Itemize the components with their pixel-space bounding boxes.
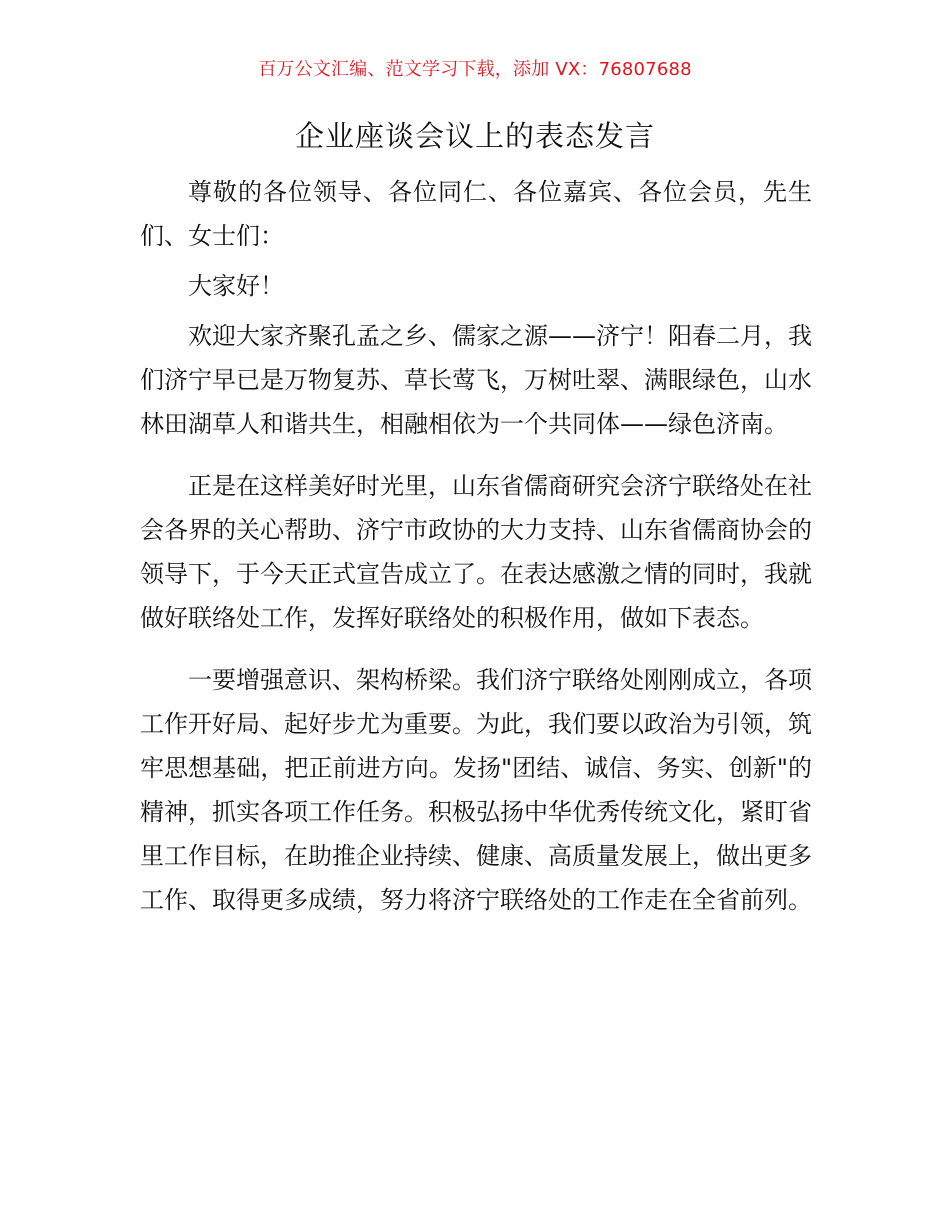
greeting-paragraph: 大家好！ <box>188 272 284 300</box>
salutation-paragraph: 尊敬的各位领导、各位同仁、各位嘉宾、各位会员，先生们、女士们： <box>140 178 812 250</box>
document-body <box>140 170 812 922</box>
document-title: 企业座谈会议上的表态发言 <box>294 119 655 153</box>
welcome-paragraph: 欢迎大家齐聚孔孟之乡、儒家之源——济宁！阳春二月，我们济宁早已是万物复苏、草长莺飞，万树吐翠、满眼绿色，山水林田湖草人和谐共生，相融相依为一个共同体——绿色济南。 <box>140 322 812 438</box>
establishment-paragraph: 正是在这样美好时光里，山东省儒商研究会济宁联络处在社会各界的关心帮助、济宁市政协的大力支持、山东省儒商协会的领导下，于今天正式宣告成立了。在表达感激之情的同时，我就做好联络处工作，发挥好联络处的积极作用，做如下表态。 <box>140 472 812 632</box>
commitment-paragraph: 一要增强意识、架构桥梁。我们济宁联络处刚刚成立，各项工作开好局、起好步尤为重要。为此，我们要以政治为引领，筑牢思想基础，把正前进方向。发扬"团结、诚信、务实、创新"的精神，抓实各项工作任务。积极弘扬中华优秀传统文化，紧盯省里工作目标，在助推企业持续、健康、高质量发展上，做出更多工作、取得更多成绩，努力将济宁联络处的工作走在全省前列。 <box>140 666 812 914</box>
header-watermark-note: 百万公文汇编、范文学习下载，添加 VX：76807688 <box>258 59 692 80</box>
